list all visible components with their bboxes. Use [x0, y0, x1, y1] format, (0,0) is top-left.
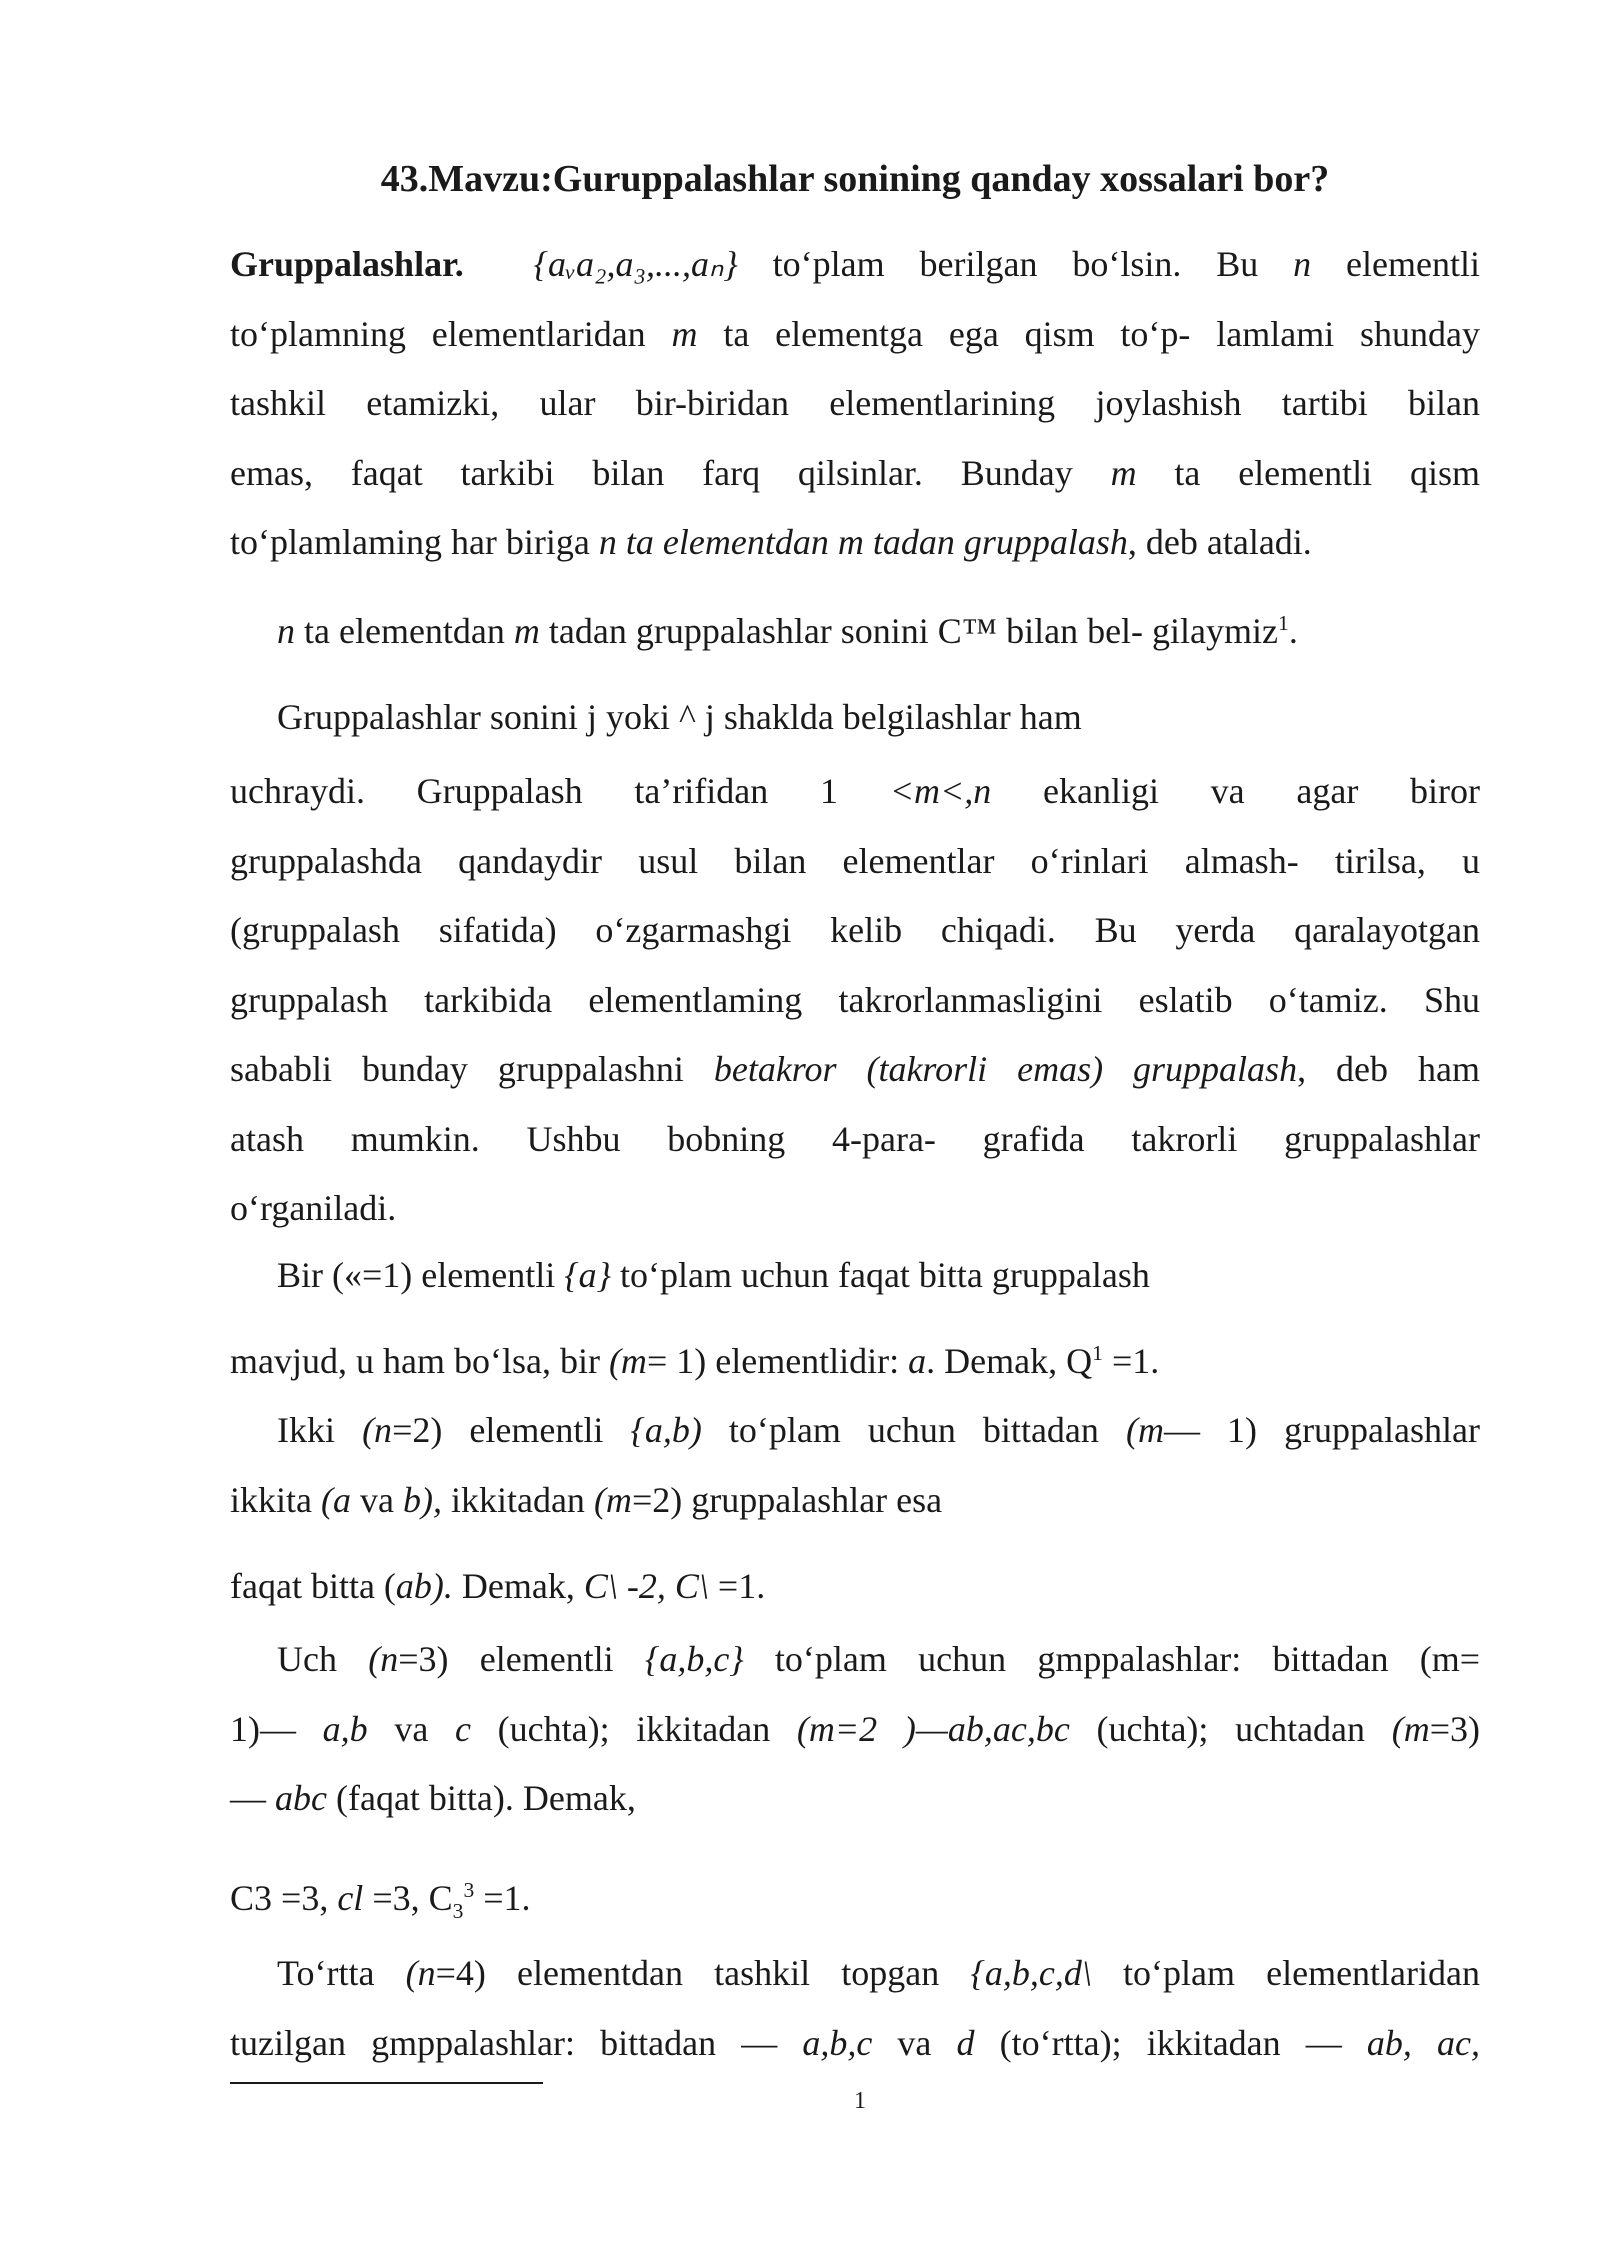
set-notation: {a,b): [630, 1410, 702, 1450]
text-span: (faqat bitta). Demak,: [326, 1778, 636, 1818]
text-line: [230, 1625, 1480, 1695]
math-var: a,b: [322, 1708, 368, 1749]
text-line: [230, 2009, 1480, 2079]
text-span: to‘plam elementlaridan: [1091, 1953, 1481, 1993]
math-var: (m: [1391, 1708, 1430, 1749]
text-span: ekanligi va agar biror: [991, 771, 1480, 811]
text-span: .: [1288, 611, 1298, 651]
text-span: ikkitadan: [441, 1479, 594, 1520]
text-line: [230, 439, 1480, 509]
remark-paragraph: [230, 757, 1480, 1244]
text-line: [230, 1939, 1480, 2009]
text-line: (gruppalash sifatida) o‘zgarmashgi kelib chiqadi. Bu yerda qaralayotgan: [230, 910, 1480, 950]
example-two-paragraph: [230, 1396, 1480, 1535]
text-span: ta elementli qism: [1136, 452, 1480, 493]
text-span: =1.: [474, 1878, 531, 1918]
text-line: [230, 1552, 1480, 1622]
math-var: (n: [368, 1639, 399, 1679]
text-span: va: [367, 1708, 455, 1749]
math-var: m: [513, 611, 540, 651]
text-span: faqat bitta (: [230, 1566, 396, 1606]
math-var: abc: [275, 1778, 327, 1818]
math-var: m: [1110, 452, 1137, 493]
definition-paragraph: [230, 230, 1480, 578]
text-span: tadan gruppalashlar sonini C™ bilan bel- gilaymiz: [539, 611, 1279, 651]
text-span: =3) elementli: [398, 1639, 645, 1679]
footnote-marker: 1: [1278, 611, 1289, 635]
math-var: ab, ac,: [1366, 2022, 1480, 2063]
term-heading: Gruppalashlar.: [230, 244, 464, 284]
text-line: [230, 1466, 1480, 1536]
math-var: (m: [608, 1341, 647, 1381]
text-span: tuzilgan gmppalashlar: bittadan —: [230, 2022, 803, 2063]
text-span: Uch: [277, 1639, 369, 1679]
page-number: 1: [854, 2088, 866, 2114]
math-var: (a: [320, 1479, 351, 1520]
text-span: =2) gruppalashlar esa: [631, 1479, 943, 1520]
text-span: =1.: [708, 1566, 766, 1606]
text-line: gruppalashda qandaydir usul bilan elementlar o‘rinlari almash- tirilsa, u: [230, 840, 1480, 881]
math-var: m: [671, 313, 698, 354]
text-line: atash mumkin. Ushbu bobning 4-para- grafida takrorli gruppalashlar: [230, 1118, 1480, 1159]
math-var: c: [455, 1708, 471, 1749]
footnote-separator: [230, 2082, 543, 2084]
math-var: ab).: [395, 1566, 453, 1606]
math-var: n: [277, 611, 295, 651]
text-span: va: [872, 2022, 957, 2063]
math-var: a: [908, 1341, 927, 1381]
text-span: (uchta); ikkitadan: [470, 1708, 797, 1749]
text-span: to‘plam uchun faqat bitta gruppalash: [611, 1255, 1150, 1295]
text-span: ta elementdan: [295, 611, 514, 651]
math-expression: C\ -2, C\: [583, 1566, 709, 1606]
text-span: uchraydi. Gruppalash ta’rifidan 1: [230, 771, 890, 811]
text-span: =4) elementdan tashkil topgan: [435, 1953, 971, 1993]
text-line: [230, 1695, 1480, 1765]
text-span: =1.: [1102, 1341, 1160, 1381]
text-span: 1)—: [230, 1708, 323, 1749]
math-var: b),: [402, 1479, 442, 1520]
text-span: sababli bunday gruppalashni: [230, 1049, 714, 1089]
text-span: Ikki: [277, 1410, 363, 1450]
text-line: Gruppalashlar sonini j yoki ^ j shaklda belgilashlar ham: [277, 697, 1082, 737]
text-line: tashkil etamizki, ular bir-biridan elementlarining joylashish tartibi bilan: [230, 383, 1480, 423]
text-span: (uchta); uchtadan: [1069, 1708, 1392, 1749]
math-var: (m: [1125, 1410, 1164, 1450]
set-notation: {aᵥa₂,a₃,...,aₙ}: [533, 244, 738, 284]
math-var: (n: [405, 1953, 436, 1993]
notation-paragraph: [230, 597, 1527, 667]
text-span: . Demak, Q: [926, 1341, 1093, 1381]
text-span: ta elementga ega qism to‘p- lamlami shunday: [697, 313, 1480, 354]
text-span: to‘plamning elementlaridan: [230, 313, 672, 354]
page-title: 43.Mavzu:Guruppalashlar sonining qanday xossalari bor?: [380, 158, 1330, 200]
set-notation: {a,b,c}: [644, 1639, 744, 1679]
text-span: =3, C: [363, 1878, 453, 1918]
math-var: (n: [362, 1410, 393, 1450]
text-line: o‘rganiladi.: [230, 1188, 397, 1228]
text-line: [230, 1327, 1480, 1397]
text-span: , deb ataladi.: [1127, 522, 1312, 562]
subscript: 3: [452, 1899, 464, 1924]
math-var: n: [1293, 244, 1312, 284]
text-line: [230, 1035, 1480, 1105]
text-line: gruppalash tarkibida elementlaming takrorlanmasligini eslatib o‘tamiz. Shu: [230, 979, 1480, 1020]
text-span: to‘plam uchun bittadan: [701, 1410, 1126, 1450]
formula-line: [230, 1864, 1480, 1934]
emphasis: betakror (takrorli emas) gruppalash: [713, 1049, 1298, 1089]
superscript: 1: [1092, 1341, 1103, 1365]
text-line: [230, 230, 1480, 300]
text-span: emas, faqat tarkibi bilan farq qilsinlar. Bunday: [230, 452, 1111, 493]
text-line: [230, 1241, 1527, 1311]
example-three-paragraph: [230, 1625, 1480, 1834]
text-line: [230, 300, 1480, 370]
math-var: d: [956, 2022, 975, 2063]
text-line: [230, 1396, 1480, 1466]
text-span: =3): [1429, 1708, 1480, 1749]
text-line: [230, 508, 1480, 578]
text-span: Demak,: [452, 1566, 584, 1606]
math-var: (m: [593, 1479, 632, 1520]
text-span: To‘rtta: [277, 1953, 406, 1993]
math-expression: <m<,n: [889, 771, 992, 811]
text-span: mavjud, u ham bo‘lsa, bir: [230, 1341, 609, 1381]
text-span: = 1) elementlidir:: [646, 1341, 909, 1381]
set-notation: {a,b,c,d\: [970, 1953, 1092, 1993]
text-span: , deb ham: [1297, 1049, 1480, 1089]
text-span: to‘plamlaming har biriga: [230, 522, 599, 562]
text-span: to‘plam berilgan bo‘lsin. Bu: [737, 244, 1294, 284]
set-notation: {a}: [564, 1255, 612, 1295]
text-span: va: [350, 1479, 403, 1520]
superscript: 3: [463, 1878, 475, 1902]
math-var: cl: [337, 1878, 364, 1918]
text-span: —: [230, 1778, 275, 1818]
text-span: C3 =3,: [230, 1878, 338, 1918]
math-var: a,b,c: [802, 2022, 873, 2063]
text-span: elementli: [1311, 244, 1481, 284]
text-line: [230, 1764, 1480, 1834]
text-span: =2) elementli: [392, 1410, 631, 1450]
text-span: (to‘rtta); ikkitadan —: [974, 2022, 1367, 2063]
emphasis: n ta elementdan m tadan gruppalash: [598, 522, 1128, 562]
example-four-paragraph: [230, 1939, 1480, 2078]
text-span: to‘plam uchun gmppalashlar: bittadan (m=: [743, 1639, 1480, 1679]
math-expression: (m=2 )—ab,ac,bc: [796, 1708, 1070, 1749]
text-span: ikkita: [230, 1479, 321, 1520]
text-line: [230, 757, 1480, 827]
text-span: — 1) gruppalashlar: [1163, 1410, 1480, 1450]
text-span: Bir («=1) elementli: [277, 1255, 565, 1295]
